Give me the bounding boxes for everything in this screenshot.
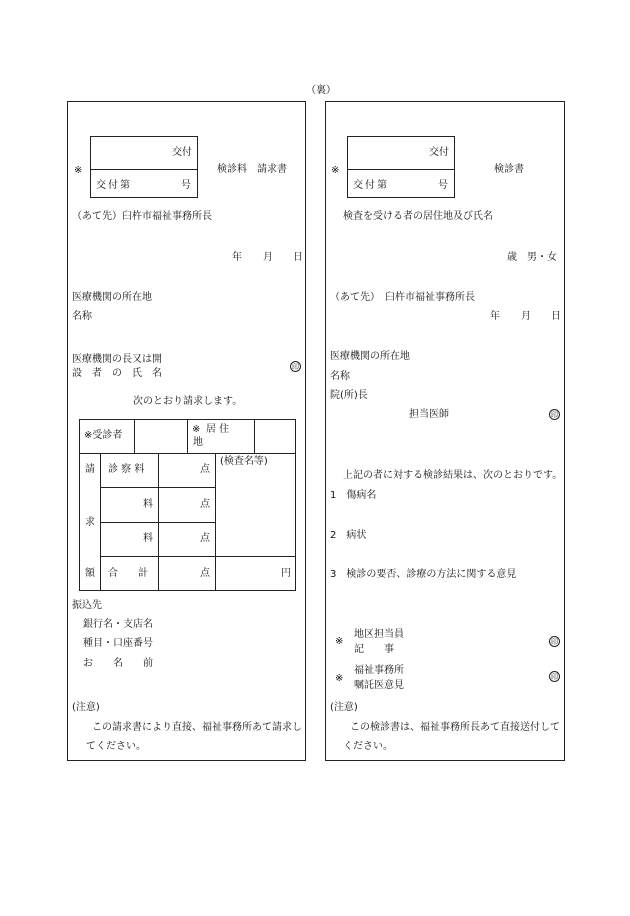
district-line1: 地区担当員 bbox=[354, 629, 404, 640]
district-line2: 記 事 bbox=[354, 644, 394, 655]
left-issue-no-suffix: 号 bbox=[181, 180, 191, 191]
transfer-label: 振込先 bbox=[72, 600, 102, 611]
district-mark: ※ bbox=[335, 636, 344, 647]
exam-form-panel bbox=[325, 101, 565, 761]
district-seal-icon: 印 bbox=[551, 638, 558, 646]
right-institution-location: 医療機関の所在地 bbox=[330, 351, 410, 362]
right-issue-no-suffix: 号 bbox=[438, 180, 448, 191]
office-line2: 嘱託医意見 bbox=[354, 680, 404, 691]
result-intro: 上記の者に対する検診結果は、次のとおりです。 bbox=[343, 470, 563, 481]
left-institution-name: 名称 bbox=[72, 311, 92, 322]
right-notes-line2: ください。 bbox=[343, 741, 393, 752]
item-2: 2 病状 bbox=[330, 530, 367, 541]
right-issue-no-prefix: 交付第 bbox=[353, 180, 389, 191]
right-institution-name: 名称 bbox=[330, 371, 350, 382]
doctor-seal-icon: 印 bbox=[551, 411, 558, 419]
right-form-title: 検診書 bbox=[494, 164, 524, 175]
residence-line1: 居 住 bbox=[206, 424, 230, 435]
right-mark: ※ bbox=[331, 165, 340, 176]
fee-label-2: 料 bbox=[143, 533, 153, 544]
left-head-line2: 設 者 の 氏 名 bbox=[72, 368, 162, 379]
point-unit-2: 点 bbox=[200, 499, 210, 510]
recipient-label: ※受診者 bbox=[84, 430, 123, 441]
bank-label: 銀行名・支店名 bbox=[83, 619, 153, 630]
exam-fee-label: 診 察 料 bbox=[108, 464, 145, 475]
left-seal-icon: 印 bbox=[292, 363, 299, 371]
right-date-day: 日 bbox=[551, 311, 561, 322]
office-line1: 福祉事務所 bbox=[354, 665, 404, 676]
left-date-month: 月 bbox=[263, 252, 273, 263]
office-mark: ※ bbox=[335, 673, 344, 684]
exam-name-label: (検査名等) bbox=[220, 456, 268, 467]
right-notes-label: (注意) bbox=[330, 702, 358, 713]
left-form-title: 検診料 請求書 bbox=[217, 164, 287, 175]
total-label: 合 計 bbox=[108, 568, 148, 579]
right-date-month: 月 bbox=[521, 311, 531, 322]
vertical-char-3: 額 bbox=[85, 568, 95, 579]
left-date-year: 年 bbox=[232, 252, 242, 263]
doctor-label: 担当医師 bbox=[409, 409, 449, 420]
examinee-label: 検査を受ける者の居住地及び氏名 bbox=[343, 211, 493, 222]
page-header: （裏） bbox=[306, 85, 336, 96]
right-date-year: 年 bbox=[490, 311, 500, 322]
point-unit-3: 点 bbox=[200, 533, 210, 544]
fee-label-1: 料 bbox=[143, 499, 153, 510]
left-notes-label: (注意) bbox=[72, 702, 100, 713]
office-seal-icon: 印 bbox=[551, 673, 558, 681]
left-issue-no-prefix: 交付第 bbox=[96, 180, 132, 191]
age-sex: 歳 男・女 bbox=[507, 252, 557, 263]
right-notes-line1: この検診書は、福祉事務所長あて直接送付して bbox=[350, 722, 560, 733]
point-unit-4: 点 bbox=[200, 568, 210, 579]
residence-mark: ※ bbox=[192, 424, 201, 435]
left-date-day: 日 bbox=[293, 252, 303, 263]
item-3: 3 検診の要否、診療の方法に関する意見 bbox=[330, 569, 517, 580]
left-issued-label: 交付 bbox=[172, 147, 192, 158]
item-1: 1 傷病名 bbox=[330, 490, 377, 501]
vertical-char-2: 求 bbox=[85, 517, 95, 528]
account-label: 種目・口座番号 bbox=[83, 638, 153, 649]
left-request-text: 次のとおり請求します。 bbox=[133, 396, 243, 407]
holder-label: お 名 前 bbox=[83, 658, 153, 669]
right-addressee: （あて先） 臼杵市福祉事務所長 bbox=[330, 292, 475, 303]
left-mark: ※ bbox=[74, 165, 83, 176]
left-addressee: （あて先）臼杵市福祉事務所長 bbox=[72, 211, 212, 222]
left-head-line1: 医療機関の長又は開 bbox=[72, 354, 162, 365]
point-unit-1: 点 bbox=[200, 464, 210, 475]
left-notes-line2: てください。 bbox=[86, 741, 146, 752]
left-notes-line1: この請求書により直接、福祉事務所あて請求し bbox=[92, 722, 302, 733]
right-issued-label: 交付 bbox=[429, 147, 449, 158]
yen-unit: 円 bbox=[281, 568, 291, 579]
vertical-char-1: 請 bbox=[85, 464, 95, 475]
left-institution-location: 医療機関の所在地 bbox=[72, 292, 152, 303]
director-label: 院(所)長 bbox=[330, 390, 368, 401]
residence-line2: 地 bbox=[193, 437, 203, 448]
